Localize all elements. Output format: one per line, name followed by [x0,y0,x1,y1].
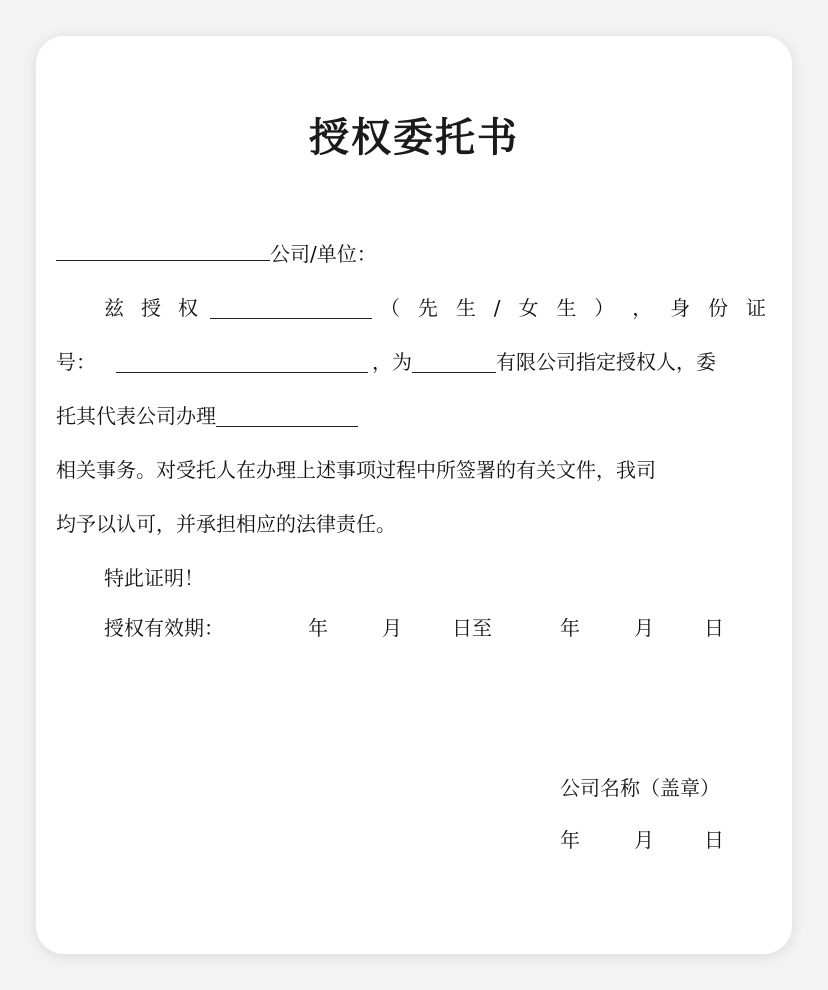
validity-label: 授权有效期： [104,616,224,640]
company-blank[interactable] [56,240,270,261]
document-title: 授权委托书 [309,114,519,161]
signature-month: 月 [634,828,654,852]
validity-line [104,614,224,642]
grant-suffix-char: ） [594,296,615,320]
grant-suffix-char: / [493,296,501,320]
grant-char-1: 兹 [104,296,124,320]
as-text: ，为 [372,350,412,374]
validity-end-day: 日 [704,616,724,640]
body-line-2: 均予以认可，并承担相应的法律责任。 [56,512,396,536]
grant-suffix-char: 身 [670,296,691,320]
validity-start-day-to: 日至 [452,616,492,640]
grant-suffix-char: 先 [417,296,438,320]
validity-end-month: 月 [634,616,654,640]
grant-suffix [380,294,766,322]
designated-text: 有限公司指定授权人，委 [496,350,716,374]
grant-suffix-char: 份 [708,296,729,320]
grant-suffix-char: 女 [518,296,539,320]
id-number-blank[interactable] [116,352,368,373]
grant-suffix-char: 生 [556,296,577,320]
signature-year: 年 [560,828,580,852]
validity-start-year: 年 [308,616,328,640]
id-line [56,348,716,376]
signature-day: 日 [704,828,724,852]
grantee-name-blank[interactable] [210,298,372,319]
certify-text: 特此证明！ [104,566,204,590]
signature-label: 公司名称（盖章） [560,776,720,800]
matter-blank[interactable] [216,406,358,427]
grant-line [104,294,766,322]
entrust-text: 托其代表公司办理 [56,404,216,428]
company-line [56,240,377,268]
id-label: 号： [56,350,96,374]
validity-end-year: 年 [560,616,580,640]
grant-suffix-char: 证 [745,296,766,320]
validity-start-month: 月 [382,616,402,640]
grant-suffix-char: ， [632,296,653,320]
body-line-1: 相关事务。对受托人在办理上述事项过程中所签署的有关文件，我司 [56,458,656,482]
grant-suffix-char: 生 [455,296,476,320]
entrust-line [56,402,358,430]
company-name-blank[interactable] [412,352,496,373]
company-label: 公司/单位： [270,242,377,266]
grant-char-2: 授 [141,296,161,320]
grant-suffix-char: （ [380,296,400,320]
grant-char-3: 权 [178,296,198,320]
